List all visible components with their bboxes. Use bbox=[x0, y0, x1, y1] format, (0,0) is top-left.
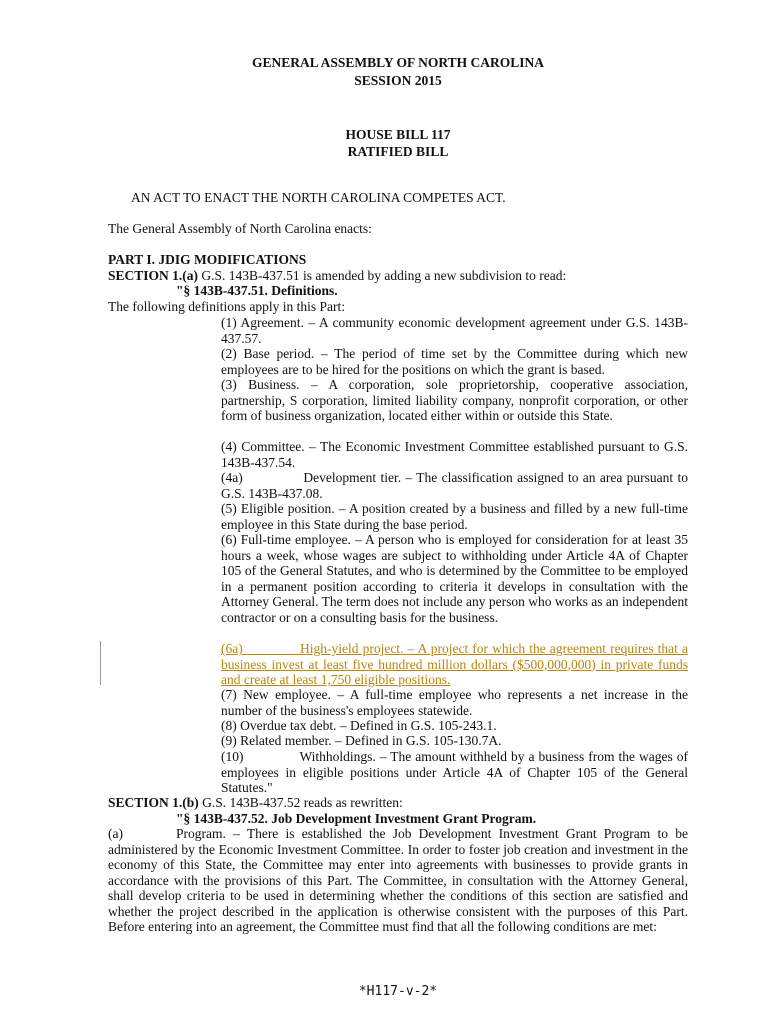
statute-heading-51: "§ 143B-437.51. Definitions. bbox=[176, 283, 338, 298]
bill-status: RATIFIED BILL bbox=[347, 144, 449, 159]
definition-1: (1) Agreement. – A community economic development agreement under G.S. 143B-437.57. bbox=[221, 315, 688, 346]
definition-8: (8) Overdue tax debt. – Defined in G.S. 105-243.1. bbox=[221, 718, 497, 733]
definition-9: (9) Related member. – Defined in G.S. 105-130.7A. bbox=[221, 733, 502, 748]
session-heading: SESSION 2015 bbox=[354, 73, 442, 88]
definition-4: (4) Committee. – The Economic Investment Committee established pursuant to G.S. 143B-437.54. bbox=[221, 439, 688, 470]
definition-3: (3) Business. – A corporation, sole proprietorship, cooperative association, partnership, S corporation, limited liability company, nonprofit corporation, or other form of business organization, located either within or outside this State. bbox=[221, 377, 688, 423]
subsection-a-label: (a) bbox=[108, 826, 123, 841]
enacting-clause: The General Assembly of North Carolina enacts: bbox=[108, 221, 372, 236]
insertion-change-bar bbox=[100, 641, 101, 685]
section-1a bbox=[108, 268, 566, 284]
definitions-intro: The following definitions apply in this Part: bbox=[108, 299, 345, 314]
section-1a-text: G.S. 143B-437.51 is amended by adding a new subdivision to read: bbox=[198, 268, 567, 283]
document-footer-code: *H117-v-2* bbox=[358, 984, 438, 999]
definition-5: (5) Eligible position. – A position created by a business and filled by a new full-time employee in this State during the base period. bbox=[221, 501, 688, 532]
section-1b-text: G.S. 143B-437.52 reads as rewritten: bbox=[198, 795, 403, 810]
act-title: AN ACT TO ENACT THE NORTH CAROLINA COMPETES ACT. bbox=[131, 190, 506, 205]
part-heading: PART I. JDIG MODIFICATIONS bbox=[108, 252, 307, 267]
subsection-a-text: Program. – There is established the Job Development Investment Grant Program to be administered by the Economic Investment Committee. In order to foster job creation and investment in the economy of this State, the Committee may enter into agreements with businesses to provide grants in accordance with the provisions of this Part. The Committee, in consultation with the Attorney General, shall develop criteria to be used in determining whether the conditions of this section are satisfied and whether the project described in the application is otherwise consistent with the purposes of this Part. Before entering into an agreement, the Committee must find that all the following conditions are met: bbox=[108, 826, 688, 934]
subsection-a-paragraph bbox=[108, 826, 688, 935]
definition-6a-inserted: (6a) High-yield project. – A project for which the agreement requires that a business invest at least five hundred million dollars ($500,000,000) in private funds and create at least 1,750 eligible positions. bbox=[221, 641, 688, 687]
statute-heading-52: "§ 143B-437.52. Job Development Investment Grant Program. bbox=[176, 811, 537, 826]
definition-7: (7) New employee. – A full-time employee who represents a net increase in the number of the business's employees statewide. bbox=[221, 687, 688, 718]
definition-10: (10) Withholdings. – The amount withheld by a business from the wages of employees in eligible positions under Article 4A of Chapter 105 of the General Statutes." bbox=[221, 749, 688, 795]
section-1a-label: SECTION 1.(a) bbox=[108, 268, 199, 283]
definition-2: (2) Base period. – The period of time set by the Committee during which new employees are to be hired for the positions on which the grant is based. bbox=[221, 346, 688, 377]
assembly-heading: GENERAL ASSEMBLY OF NORTH CAROLINA bbox=[251, 55, 545, 70]
bill-number: HOUSE BILL 117 bbox=[345, 127, 451, 142]
section-1b-label: SECTION 1.(b) bbox=[108, 795, 199, 810]
definition-4a: (4a) Development tier. – The classification assigned to an area pursuant to G.S. 143B-437.08. bbox=[221, 470, 688, 501]
section-1b bbox=[108, 795, 403, 811]
definition-6: (6) Full-time employee. – A person who is employed for consideration for at least 35 hours a week, whose wages are subject to withholding under Article 4A of Chapter 105 of the General Statutes, and who is determined by the Committee to be employed in a permanent position according to criteria it develops in consultation with the Attorney General. The term does not include any person who works as an independent contractor or on a consulting basis for the business. bbox=[221, 532, 688, 625]
